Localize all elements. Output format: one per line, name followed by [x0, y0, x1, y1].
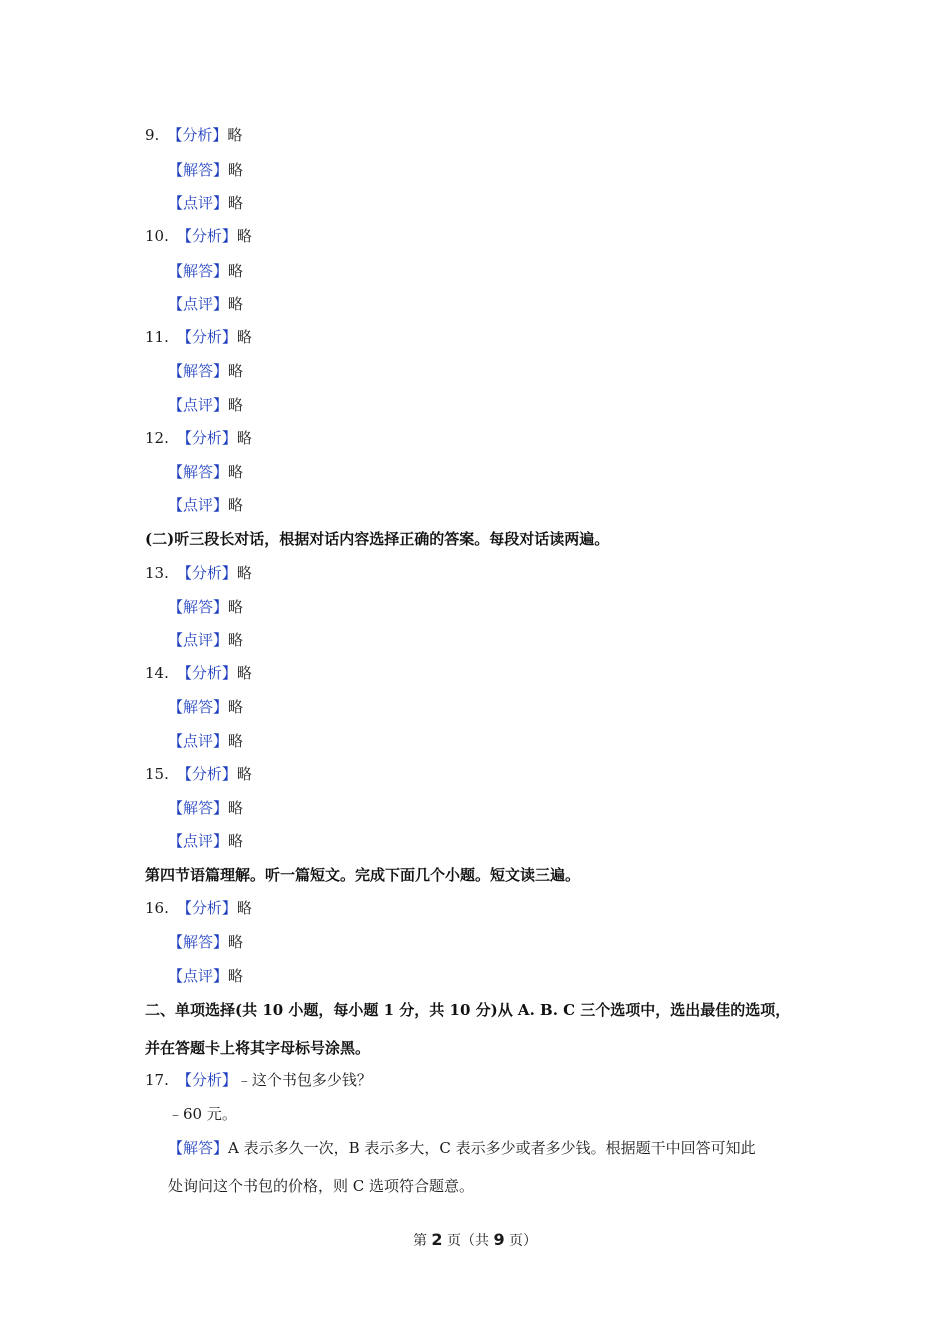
question-number: 13. [145, 564, 169, 582]
answer-text: 略 [228, 161, 244, 179]
q14-comment [168, 731, 243, 751]
analysis-tag: 【分析】 [176, 664, 237, 682]
comment-tag: 【点评】 [168, 396, 229, 414]
answer-tag: 【解答】 [168, 799, 229, 817]
analysis-text: 略 [236, 664, 252, 682]
analysis-tag: 【分析】 [176, 564, 237, 582]
q15-comment [168, 831, 243, 851]
analysis-text: 略 [236, 429, 252, 447]
analysis-tag: 【分析】 [176, 429, 237, 447]
q14-analysis [145, 663, 252, 683]
answer-tag: 【解答】 [168, 463, 229, 481]
q16-analysis [145, 898, 252, 918]
q10-comment [168, 294, 243, 314]
section-heading-passage: 第四节语篇理解。听一篇短文。完成下面几个小题。短文读三遍。 [145, 866, 581, 884]
q15-answer [168, 798, 243, 818]
analysis-text: ﹣这个书包多少钱？ [236, 1071, 372, 1089]
question-number: 17. [145, 1071, 169, 1089]
analysis-tag: 【分析】 [176, 765, 237, 783]
answer-text: 略 [228, 698, 244, 716]
q9-answer [168, 160, 243, 180]
q11-answer [168, 361, 243, 381]
answer-tag: 【解答】 [168, 698, 229, 716]
answer-tag: 【解答】 [168, 262, 229, 280]
comment-tag: 【点评】 [168, 732, 229, 750]
q10-answer [168, 261, 243, 281]
comment-text: 略 [228, 631, 244, 649]
q14-answer [168, 697, 243, 717]
answer-tag: 【解答】 [168, 161, 229, 179]
comment-text: 略 [228, 396, 244, 414]
q16-answer [168, 932, 243, 952]
part-heading-single-choice-cont: 并在答题卡上将其字母标号涂黑。 [145, 1039, 371, 1057]
analysis-tag: 【分析】 [176, 899, 237, 917]
page-footer [0, 1230, 950, 1251]
answer-text: 略 [228, 598, 244, 616]
q12-answer [168, 462, 243, 482]
answer-tag: 【解答】 [168, 362, 229, 380]
question-number: 15. [145, 765, 169, 783]
answer-text: 略 [228, 362, 244, 380]
comment-text: 略 [228, 832, 244, 850]
footer-page-number: 2 [431, 1230, 443, 1249]
answer-text: 略 [228, 262, 244, 280]
answer-text: 略 [228, 463, 244, 481]
footer-suffix: 页） [509, 1233, 538, 1249]
q13-answer [168, 597, 243, 617]
comment-text: 略 [228, 496, 244, 514]
question-number: 11. [145, 328, 169, 346]
question-number: 10. [145, 227, 169, 245]
answer-text: 略 [228, 799, 244, 817]
part-heading-single-choice: 二、单项选择(共 10 小题，每小题 1 分，共 10 分)从 A. B. C 三个选项中，选出最佳的选项， [145, 1001, 791, 1019]
q11-analysis [145, 327, 252, 347]
analysis-text: 略 [236, 328, 252, 346]
analysis-tag: 【分析】 [167, 126, 228, 144]
analysis-text: 略 [236, 765, 252, 783]
comment-text: 略 [228, 967, 244, 985]
answer-tag: 【解答】 [168, 598, 229, 616]
answer-tag: 【解答】 [168, 1139, 229, 1157]
q17-answer [168, 1138, 756, 1158]
q10-analysis [145, 226, 252, 246]
q13-analysis [145, 563, 252, 583]
q9-analysis [145, 125, 242, 145]
analysis-text: 略 [236, 227, 252, 245]
answer-tag: 【解答】 [168, 933, 229, 951]
answer-text: A 表示多久一次，B 表示多大，C 表示多少或者多少钱。根据题干中回答可知此 [228, 1139, 756, 1157]
question-number: 14. [145, 664, 169, 682]
analysis-tag: 【分析】 [176, 1071, 237, 1089]
q12-comment [168, 495, 243, 515]
footer-prefix: 第 [412, 1233, 427, 1249]
comment-tag: 【点评】 [168, 194, 229, 212]
q17-analysis-cont: ﹣60 元。 [168, 1105, 237, 1123]
question-number: 12. [145, 429, 169, 447]
question-number: 16. [145, 899, 169, 917]
comment-tag: 【点评】 [168, 967, 229, 985]
q15-analysis [145, 764, 252, 784]
footer-middle: 页（共 [447, 1233, 489, 1249]
comment-text: 略 [228, 295, 244, 313]
q11-comment [168, 395, 243, 415]
comment-tag: 【点评】 [168, 496, 229, 514]
comment-text: 略 [228, 194, 244, 212]
comment-tag: 【点评】 [168, 295, 229, 313]
q17-answer-cont: 处询问这个书包的价格，则 C 选项符合题意。 [168, 1177, 475, 1195]
q16-comment [168, 966, 243, 986]
q9-comment [168, 193, 243, 213]
footer-total-pages: 9 [493, 1230, 505, 1249]
analysis-tag: 【分析】 [176, 328, 237, 346]
comment-text: 略 [228, 732, 244, 750]
analysis-text: 略 [227, 126, 243, 144]
analysis-tag: 【分析】 [176, 227, 237, 245]
section-heading-dialogues: (二)听三段长对话，根据对话内容选择正确的答案。每段对话读两遍。 [145, 530, 610, 548]
analysis-text: 略 [236, 564, 252, 582]
analysis-text: 略 [236, 899, 252, 917]
answer-text: 略 [228, 933, 244, 951]
comment-tag: 【点评】 [168, 832, 229, 850]
q13-comment [168, 630, 243, 650]
q17-analysis [145, 1070, 372, 1090]
q12-analysis [145, 428, 252, 448]
question-number: 9. [145, 126, 160, 144]
comment-tag: 【点评】 [168, 631, 229, 649]
